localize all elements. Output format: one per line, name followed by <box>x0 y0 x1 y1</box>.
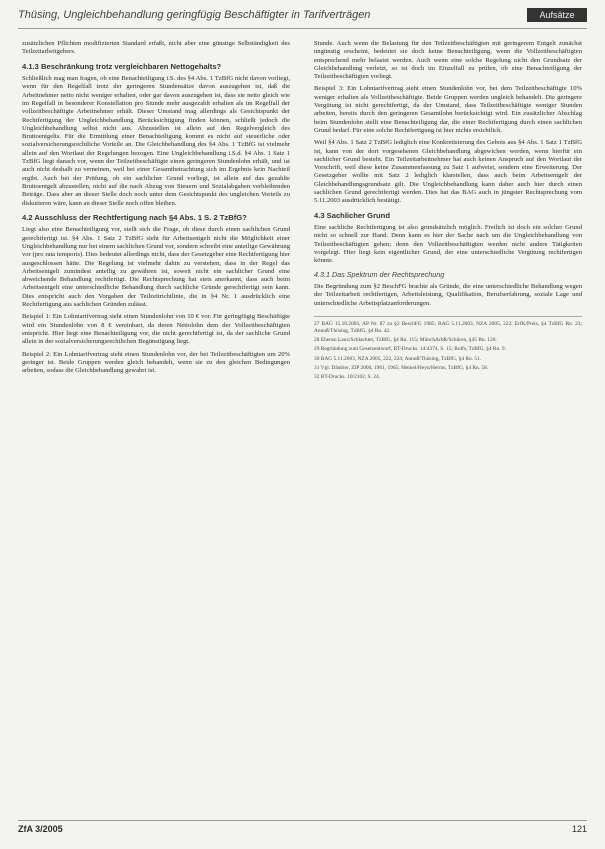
footnote: 31 Vgl. Däubler, ZIP 2000, 1961, 1965; Meinel/Heyn/Herms, TzBfG, §4 Rn. 58. <box>314 364 489 371</box>
paragraph: Beispiel 2: Ein Lohntarifvertrag sieht einen Stundenlohn vor, der bei Teilzeitbeschäftigten um 20% geringer ist. Beide Gruppen werden gleich behandelt, wenn sie zu den gleichen Bedingungen arbeiten, sodass die Gleichbehandlung gewahrt ist. <box>22 350 290 375</box>
paragraph: Liegt also eine Benachteiligung vor, stellt sich die Frage, ob diese durch einen sachlichen Grund gerechtfertigt ist. §4 Abs. 1 Satz 2 TzBfG sieht für Arbeitsentgelt nicht die Möglichkeit einer Ungleichbehandlung nur bei einem sachlichen Grund vor, sondern schreibt eine anteilige Gewährung vor (pro rata temporis). Dies bedeutet allerdings nicht, dass der Gesetzgeber eine Rechtfertigung hier ausgeschlossen hätte. Die Regelung ist vielmehr dahin zu verstehen, dass in der Regel das Arbeitsentgelt zumindest anteilig zu gewähren ist, soweit nicht ein sachlicher Grund eine abweichende Behandlung rechtfertigt. Die Rechtsprechung hat stets anerkannt, dass auch beim Arbeitsentgelt eine unterschiedliche Behandlung durch sachliche Gründe gerechtfertigt sein kann. Dies entspricht auch den Vorgaben der Teilzeitrichtlinie, die in §4 Nr. 1 ausdrücklich eine Rechtfertigung aus sachlichen Gründen zulässt. <box>22 226 290 309</box>
paragraph: Stunde. Auch wenn die Belastung für den Teilzeitbeschäftigten mit geringerem Entgelt zunächst ungünstig erscheint, bedeutet sie doch keine Benachteiligung, wenn die Vollzeitbeschäftigten entsprechend mehr belastet werden. Auch wenn eine solche Regelung nicht den Grundsatz der Gleichbehandlung verletzt, so ist doch im Einzelfall zu prüfen, ob eine Benachteiligung der Teilzeitbeschäftigten vorliegt. <box>314 40 582 81</box>
running-title: Thüsing, Ungleichbehandlung geringfügig Beschäftigter in Tarifverträgen <box>18 9 371 21</box>
left-column <box>22 40 290 379</box>
paragraph: Schließlich mag man fragen, ob eine Benachteiligung i.S. des §4 Abs. 1 TzBfG nicht davon vorliegt, wenn für den Regelfall trotz der geringeren Stundensätze davon auszugehen ist, daß die Arbeitnehmer netto nicht weniger erhalten, oder gar davon auszugehen ist, dass sie netto gleich wie im Regelfall in besonderer Konstellation pro Stunde mehr ausgezahlt erhalten als im Regelfall der vollzeitbeschäftigte Arbeitnehmer erhält. Dieser Umstand mag allerdings als Gesichtspunkt der Rechtfertigung der Ungleichbehandlung Berücksichtigung finden können, schließt jedoch die Ungleichbehandlung selbst nicht aus. Abzustellen ist allein auf den Regelvergleich des Bruttoentgelts. Für die Ermittlung einer Benachteiligung kommt es nicht auf steuerliche oder sozialversicherungsrechtliche Vorteile an. Die Gleichbehandlung des §4 Abs. 1 TzBfG ist vielmehr allein auf den Wortlaut der Regelungen bezogen. Eine Ungleichbehandlung i.S.d. §4 Abs. 1 Satz 1 TzBfG liegt danach vor, wenn der Teilzeitbeschäftigte einen geringeren Stundenlohn erhält, und ist auch nicht deshalb zu verneinen, weil bei einer Gesamtbetrachtung sich im Ergebnis kein Nachteil ergibt. Auch bei der Prüfung, ob ein sachlicher Grund vorliegt, ist allein auf das gezahlte Bruttoentgelt abzustellen, nicht auf die nach Abzug von Steuern und Sozialabgaben verbleibenden Beträge. Dass aber an dieser Stelle doch noch unter dem Gesichtspunkt des ungleichen Vorteils zu diskutieren wäre, kann an dieser Stelle noch offen bleiben. <box>22 75 290 207</box>
paragraph: Die Begründung zum §2 BeschFG brachte als Gründe, die eine unterschiedliche Behandlung wegen der Teilzeitarbeit rechtfertigen, Arbeitsleistung, Qualifikation, Berufserfahrung, soziale Lage und unterschiedliche Arbeitsplatzanforderungen. <box>314 282 582 307</box>
page-number: 121 <box>571 824 587 834</box>
footnote: 30 BAG 5.11.2003, NZA 2005, 222, 224; Annuß/Thüsing, TzBfG, §4 Rn. 51. <box>314 355 482 362</box>
section-tag: Aufsätze <box>527 8 587 22</box>
section-heading: 4.1.3 Beschränkung trotz vergleichbaren Nettogehalts? <box>22 61 222 71</box>
paragraph: Eine sachliche Rechtfertigung ist also grundsätzlich möglich. Freilich ist doch ein solcher Grund nicht so schnell zur Hand. Denn kann es hier der Sache nach um die Ungleichbehandlung von Teilzeitbeschäftigten gehen; denn den Vollzeitbeschäftigten werden nicht andere Tätigkeiten vorgelegt. Hier liegt kein eigentlicher Grund, der eine unterschiedliche Vergütung rechtfertigen könnte. <box>314 224 582 265</box>
subsection-heading: 4.3.1 Das Spektrum der Rechtsprechung <box>314 269 445 279</box>
page-header <box>18 6 587 29</box>
paragraph: Beispiel 1: Ein Lohntarifvertrag sieht einen Stundenlohn von 10 € vor. Für geringfügig Beschäftigte wird ein Stundenlohn von 8 € vereinbart, da deren Nettolohn dem der Vollzeitbeschäftigten entspricht. Hier liegt eine Benachteiligung vor, die nicht gerechtfertigt ist, da der sachliche Grund allein in der sozialversicherungsrechtlichen Begünstigung liegt. <box>22 313 290 346</box>
footnote: 28 Ebenso Laux/Schlachter, TzBfG, §4 Rn. 115; MünchArbR/Schüren, §45 Rn. 120. <box>314 337 497 344</box>
page-footer <box>18 820 587 837</box>
paragraph: zusätzlichen Pflichten modifizierten Standard erfaßt, nicht aber eine günstige Selbständigkeit des Teilzeitarbeitgebers. <box>22 40 290 56</box>
paragraph: Weil §4 Abs. 1 Satz 2 TzBfG lediglich eine Konkretisierung des Gebots aus §4 Abs. 1 Satz 1 TzBfG ist, kann von der dort vorgesehenen Gleichbehandlung abgewichen werden, wenn hierfür ein sachlicher Grund besteht. Ein Teilzeitarbeitnehmer hat auch keinen Anspruch auf den Wortlaut der Vorschrift, weil diese keine Zusammenfassung zu Satz 1 aufweist, sondern eine Erweiterung. Der Gesetzgeber wollte mit Satz 2 lediglich klarstellen, dass auch beim Arbeitsentgelt der Gleichbehandlungsgrundsatz gilt. Die Ungleichbehandlung kann daher auch hier durch einen sachlichen Grund gerechtfertigt werden. Dies hat das BAG auch in jüngster Rechtsprechung vom 5.11.2003 ausdrücklich bestätigt. <box>314 139 582 205</box>
journal-issue: ZfA 3/2005 <box>18 824 63 834</box>
footnote: 32 BT-Drucks. 10/2102, S. 24. <box>314 374 380 381</box>
right-column <box>314 40 582 383</box>
section-heading: 4.2 Ausschluss der Rechtfertigung nach §4 Abs. 1 S. 2 TzBfG? <box>22 212 247 222</box>
footnote: 29 Begründung zum Gesetzentwurf, BT-Drucks. 14/4374, S. 15; Rolfs, TzBfG, §4 Rn. 9. <box>314 346 506 353</box>
footnote: 27 BAG 15.10.2003, AP Nr. 87 zu §2 BeschFG 1985; BAG 5.11.2003, NZA 2005, 222; ErfK/Preis, §4 TzBfG Rn. 23; Annuß/Thüsing, TzBfG, §4 Rn. 42. <box>314 320 582 335</box>
footnotes <box>314 316 582 381</box>
paragraph: Beispiel 3: Ein Lohntarifvertrag sieht einen Stundenlohn vor, bei dem Teilzeitbeschäftigte 10% weniger erhalten als Vollzeitbeschäftigte. Beide Gruppen werden ungleich behandelt. Die geringere Vergütung ist nicht gerechtfertigt, da der Umstand, dass Teilzeitbeschäftigte weniger Stunden arbeiten, bereits durch den geringeren Gesamtlohn berücksichtigt wird. Ein zusätzlicher Abschlag beim Stundenlohn stellt eine Benachteiligung dar, die einer Rechtfertigung durch einen sachlichen Grund bedarf. Für eine solche Rechtfertigung ist hier nichts ersichtlich. <box>314 85 582 134</box>
section-heading: 4.3 Sachlicher Grund <box>314 210 390 220</box>
